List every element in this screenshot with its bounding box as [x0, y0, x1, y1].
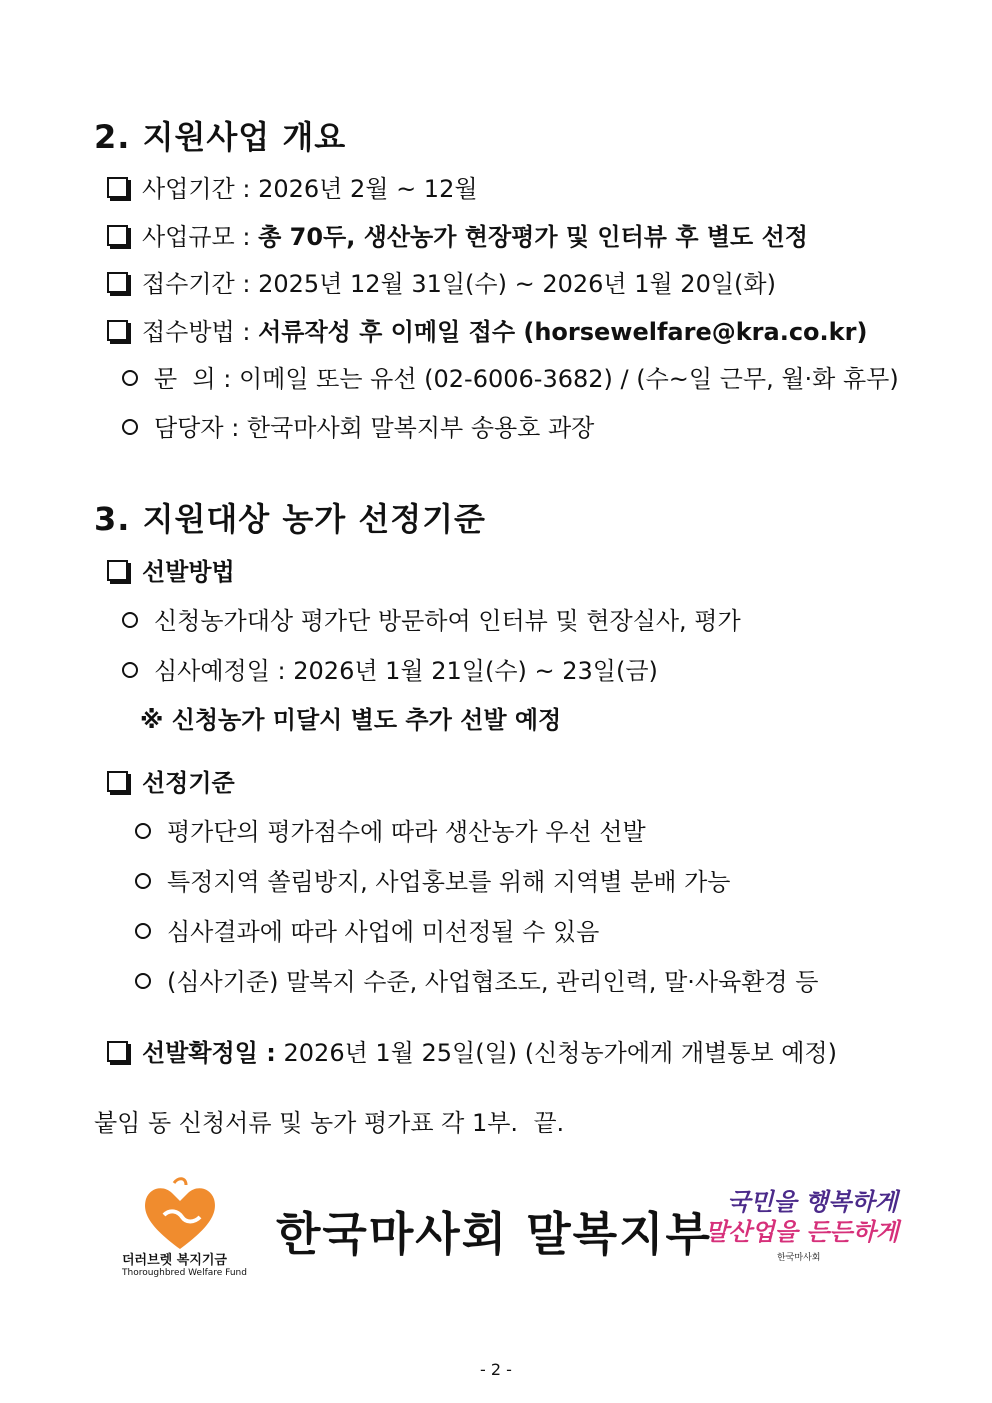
selection-method-heading: 선발방법: [107, 557, 235, 587]
row-contact: 담당자 : 한국마사회 말복지부 송용호 과장: [122, 413, 594, 443]
scale-value: 총 70두, 생산농가 현장평가 및 인터뷰 후 별도 선정: [258, 223, 808, 251]
slogan-line2: 말산업을 든든하게: [705, 1218, 899, 1246]
list-item: 신청농가대상 평가단 방문하여 인터뷰 및 현장실사, 평가: [122, 606, 741, 636]
period-value: 2026년 2월 ~ 12월: [258, 175, 478, 203]
slogan-logo: [705, 1182, 899, 1277]
period-label: 사업기간: [142, 175, 235, 203]
section3-title: 3. 지원대상 농가 선정기준: [94, 500, 486, 538]
confirm-value: 2026년 1월 25일(일) (신청농가에게 개별통보 예정): [283, 1039, 837, 1067]
selection-note: ※ 신청농가 미달시 별도 추가 선발 예정: [140, 706, 562, 734]
intake-period-value: 2025년 12월 31일(수) ~ 2026년 1월 20일(화): [258, 270, 776, 298]
row-intake-period: 접수기간 : 2025년 12월 31일(수) ~ 2026년 1월 20일(화): [107, 269, 776, 299]
confirm-label: 선발확정일 :: [142, 1039, 276, 1067]
page-number: - 2 -: [480, 1360, 512, 1379]
circle-bullet-icon: [122, 370, 138, 386]
square-bullet-icon: [107, 225, 128, 246]
inquiry-label: 문 의: [154, 365, 216, 393]
square-bullet-icon: [107, 1041, 128, 1062]
fund-logo-ko: 더러브렛 복지기금: [122, 1253, 227, 1268]
circle-bullet-icon: [135, 873, 151, 889]
row-confirm-date: [107, 1038, 837, 1068]
row-period: 사업기간 : 2026년 2월 ~ 12월: [107, 174, 478, 204]
fund-logo-en: Thoroughbred Welfare Fund: [122, 1268, 247, 1278]
circle-bullet-icon: [135, 923, 151, 939]
heart-hands-icon: [120, 1175, 240, 1253]
row-scale: 사업규모 : 총 70두, 생산농가 현장평가 및 인터뷰 후 별도 선정: [107, 222, 808, 252]
circle-bullet-icon: [135, 823, 151, 839]
inquiry-value: 이메일 또는 유선 (02-6006-3682) / (수~일 근무, 월·화 휴무): [238, 365, 899, 393]
square-bullet-icon: [107, 320, 128, 341]
list-item: (심사기준) 말복지 수준, 사업협조도, 관리인력, 말·사육환경 등: [135, 967, 818, 997]
list-item: 평가단의 평가점수에 따라 생산농가 우선 선발: [135, 817, 646, 847]
contact-label: 담당자: [154, 414, 224, 442]
section2-title: 2. 지원사업 개요: [94, 118, 347, 156]
square-bullet-icon: [107, 177, 128, 198]
intake-method-value: 서류작성 후 이메일 접수 (horsewelfare@kra.co.kr): [258, 318, 868, 346]
square-bullet-icon: [107, 560, 128, 581]
circle-bullet-icon: [122, 419, 138, 435]
criteria-heading: 선정기준: [107, 768, 235, 798]
square-bullet-icon: [107, 272, 128, 293]
row-inquiry: 문 의 : 이메일 또는 유선 (02-6006-3682) / (수~일 근무, 월·화 휴무): [122, 364, 899, 394]
list-item: 심사예정일 : 2026년 1월 21일(수) ~ 23일(금): [122, 656, 658, 686]
thoroughbred-fund-logo: [120, 1175, 247, 1285]
row-intake-method: 접수방법 : 서류작성 후 이메일 접수 (horsewelfare@kra.co.kr): [107, 317, 867, 347]
list-item: 특정지역 쏠림방지, 사업홍보를 위해 지역별 분배 가능: [135, 867, 730, 897]
list-item: 심사결과에 따라 사업에 미선정될 수 있음: [135, 917, 599, 947]
intake-period-label: 접수기간: [142, 270, 235, 298]
slogan-line1: 국민을 행복하게: [727, 1188, 898, 1216]
square-bullet-icon: [107, 771, 128, 792]
org-name: 한국마사회 말복지부: [276, 1207, 712, 1261]
circle-bullet-icon: [122, 612, 138, 628]
slogan-org: 한국마사회: [777, 1253, 821, 1263]
circle-bullet-icon: [122, 662, 138, 678]
circle-bullet-icon: [135, 973, 151, 989]
intake-method-label: 접수방법: [142, 318, 235, 346]
attachment-line: 붙임 동 신청서류 및 농가 평가표 각 1부. 끝.: [94, 1109, 565, 1137]
scale-label: 사업규모: [142, 223, 235, 251]
contact-value: 한국마사회 말복지부 송용호 과장: [246, 414, 595, 442]
